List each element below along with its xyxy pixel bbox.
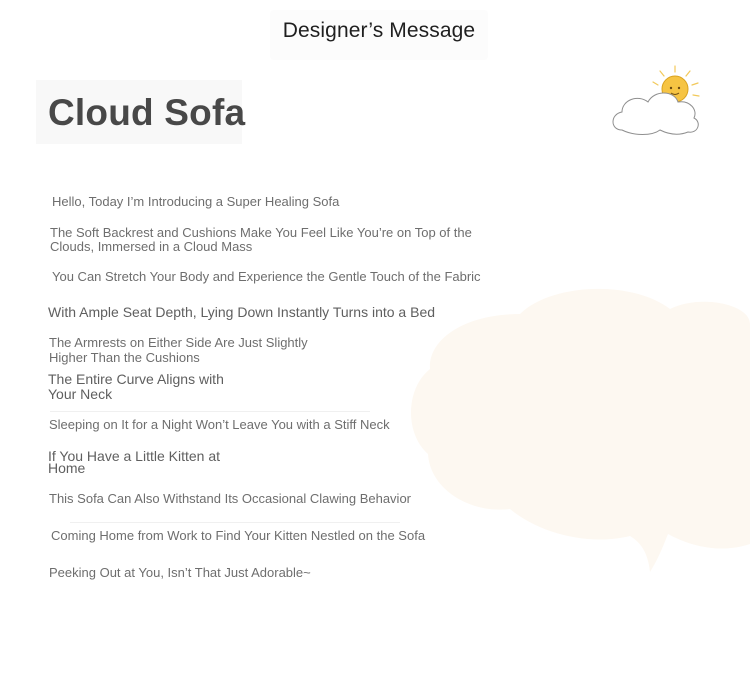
message-line: Clouds, Immersed in a Cloud Mass <box>50 239 253 254</box>
divider <box>50 411 370 412</box>
message-line: This Sofa Can Also Withstand Its Occasional Clawing Behavior <box>49 491 412 506</box>
header-title: Designer’s Message <box>282 19 476 42</box>
background-cloud-shape <box>400 284 750 584</box>
message-line: You Can Stretch Your Body and Experience the Gentle Touch of the Fabric <box>52 269 481 284</box>
divider <box>70 522 400 523</box>
sun-behind-cloud-icon <box>608 64 704 140</box>
message-line: Peeking Out at You, Isn’t That Just Adorable~ <box>49 565 311 580</box>
message-line: Higher Than the Cushions <box>49 350 200 365</box>
message-line: The Armrests on Either Side Are Just Slightly <box>49 335 308 350</box>
message-line: Home <box>48 460 86 476</box>
message-line: If You Have a Little Kitten at <box>48 448 221 464</box>
message-line: Coming Home from Work to Find Your Kitten Nestled on the Sofa <box>51 528 426 543</box>
message-line: Sleeping on It for a Night Won’t Leave You with a Stiff Neck <box>49 417 390 432</box>
message-line: The Entire Curve Aligns with <box>48 371 224 387</box>
page-title: Cloud Sofa <box>48 92 246 133</box>
message-line: The Soft Backrest and Cushions Make You Feel Like You’re on Top of the <box>50 225 472 240</box>
message-line: Your Neck <box>48 386 113 402</box>
message-line: Hello, Today I’m Introducing a Super Healing Sofa <box>52 194 340 209</box>
message-line: With Ample Seat Depth, Lying Down Instantly Turns into a Bed <box>48 304 436 320</box>
